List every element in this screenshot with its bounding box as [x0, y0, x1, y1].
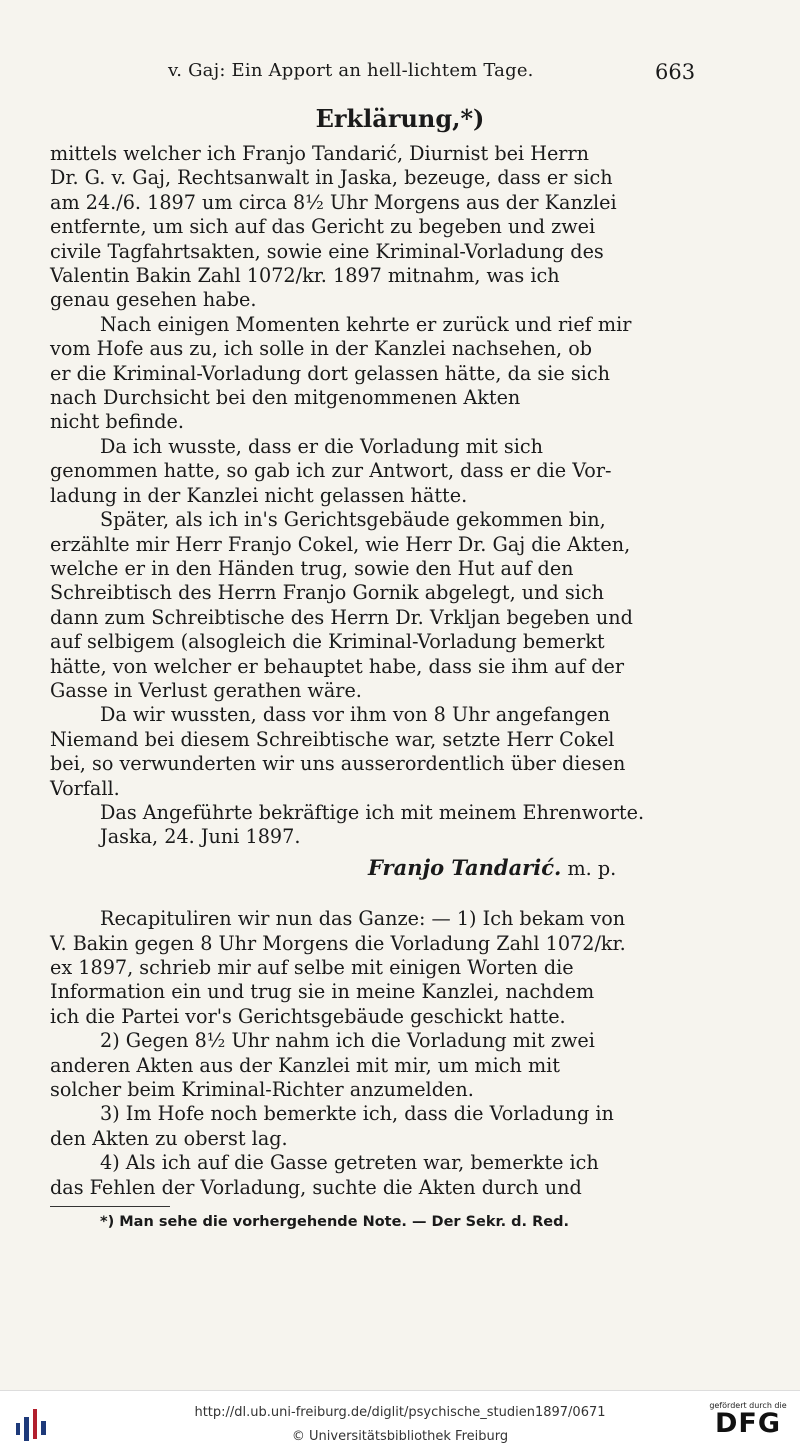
paragraph [50, 801, 696, 825]
declaration-date: Jaska, 24. Juni 1897. [100, 825, 301, 849]
text-line: 3) Im Hofe noch bemerkte ich, dass die Vorladung in [100, 1102, 614, 1126]
text-line: Nach einigen Momenten kehrte er zurück und rief mir [100, 312, 632, 336]
text-line: den Akten zu oberst lag. [50, 1126, 288, 1150]
text-line: nach Durchsicht bei den mitgenommenen Akten [50, 386, 521, 410]
text-line: entfernte, um sich auf das Gericht zu begeben und zwei [50, 215, 596, 239]
paragraph [50, 313, 696, 435]
text-line: 2) Gegen 8½ Uhr nahm ich die Vorladung mit zwei [100, 1029, 595, 1053]
dfg-wordmark: DFG [714, 1408, 782, 1439]
copyright: © Universitätsbibliothek Freiburg [291, 1429, 509, 1444]
text-line: das Fehlen der Vorladung, suchte die Akten durch und [50, 1175, 582, 1199]
paragraph [50, 1102, 696, 1151]
text-line: mittels welcher ich Franjo Tandarić, Diurnist bei Herrn [50, 142, 590, 165]
body-text [50, 142, 696, 1200]
text-line: am 24./6. 1897 um circa 8½ Uhr Morgens aus der Kanzlei [50, 190, 617, 214]
text-line: Schreibtisch des Herrn Franjo Gornik abgelegt, und sich [50, 581, 604, 605]
signature-name: Franjo Tandarić. [368, 854, 562, 880]
text-line: vom Hofe aus zu, ich solle in der Kanzlei nachsehen, ob [50, 337, 593, 361]
paragraph [50, 907, 696, 1029]
permalink[interactable]: http://dl.ub.uni-freiburg.de/diglit/psychische_studien1897/0671 [194, 1405, 606, 1420]
text-line: V. Bakin gegen 8 Uhr Morgens die Vorladung Zahl 1072/kr. [50, 931, 626, 955]
section-title: Erklärung,*) [315, 104, 485, 133]
paragraph [50, 1151, 696, 1200]
signature-suffix: m. p. [567, 856, 617, 880]
text-line: 4) Als ich auf die Gasse getreten war, bemerkte ich [100, 1151, 599, 1175]
page-number: 663 [655, 60, 696, 84]
viewer-footer [0, 1390, 800, 1452]
text-line: Vorfall. [50, 776, 120, 800]
text-line: Gasse in Verlust gerathen wäre. [50, 678, 362, 702]
text-line: Information ein und trug sie in meine Kanzlei, nachdem [50, 980, 595, 1004]
footnote: *) Man sehe die vorhergehende Note. — Der Sekr. d. Red. [100, 1214, 569, 1230]
running-head: v. Gaj: Ein Apport an hell-lichtem Tage. [168, 60, 534, 81]
paragraph [50, 142, 696, 313]
text-line: genommen hatte, so gab ich zur Antwort, dass er die Vor- [50, 459, 612, 483]
text-line: bei, so verwunderten wir uns ausserordentlich über diesen [50, 752, 626, 776]
text-line: civile Tagfahrtsakten, sowie eine Kriminal-Vorladung des [50, 239, 604, 263]
text-line: Da ich wusste, dass er die Vorladung mit sich [100, 434, 544, 458]
text-line: solcher beim Kriminal-Richter anzumelden. [50, 1078, 474, 1102]
text-line: Da wir wussten, dass vor ihm von 8 Uhr angefangen [100, 703, 611, 727]
paragraph [50, 703, 696, 801]
text-line: welche er in den Händen trug, sowie den Hut auf den [50, 556, 574, 580]
footnote-divider [50, 1206, 170, 1207]
text-line: genau gesehen habe. [50, 288, 257, 312]
dfg-logo [706, 1401, 790, 1445]
text-line: Recapituliren wir nun das Ganze: — 1) Ich bekam von [100, 907, 626, 931]
text-line: erzählte mir Herr Franjo Cokel, wie Herr Dr. Gaj die Akten, [50, 532, 631, 556]
paragraph [50, 508, 696, 703]
page-header [0, 60, 800, 90]
paragraph [50, 1029, 696, 1102]
text-line: Niemand bei diesem Schreibtische war, setzte Herr Cokel [50, 727, 615, 751]
text-line: ex 1897, schrieb mir auf selbe mit einigen Worten die [50, 956, 574, 979]
paragraph [50, 435, 696, 508]
signature [368, 856, 696, 881]
text-line: ladung in der Kanzlei nicht gelassen hätte. [50, 483, 468, 507]
text-line: hätte, von welcher er behauptet habe, dass sie ihm auf der [50, 654, 625, 678]
text-line: nicht befinde. [50, 410, 184, 434]
text-line: anderen Akten aus der Kanzlei mit mir, um mich mit [50, 1053, 561, 1077]
text-line: ich die Partei vor's Gerichtsgebäude geschickt hatte. [50, 1004, 566, 1028]
text-line: er die Kriminal-Vorladung dort gelassen hätte, da sie sich [50, 361, 610, 385]
text-line: dann zum Schreibtische des Herrn Dr. Vrkljan begeben und [50, 605, 633, 629]
text-line: auf selbigem (alsogleich die Kriminal-Vorladung bemerkt [50, 630, 605, 654]
text-line: Das Angeführte bekräftige ich mit meinem Ehrenworte. [100, 800, 645, 824]
dfg-caption: gefördert durch die [709, 1401, 787, 1410]
text-line: Valentin Bakin Zahl 1072/kr. 1897 mitnahm, was ich [50, 264, 560, 288]
text-line: Später, als ich in's Gerichtsgebäude gekommen bin, [100, 508, 606, 532]
text-line: Dr. G. v. Gaj, Rechtsanwalt in Jaska, bezeuge, dass er sich [50, 166, 613, 190]
